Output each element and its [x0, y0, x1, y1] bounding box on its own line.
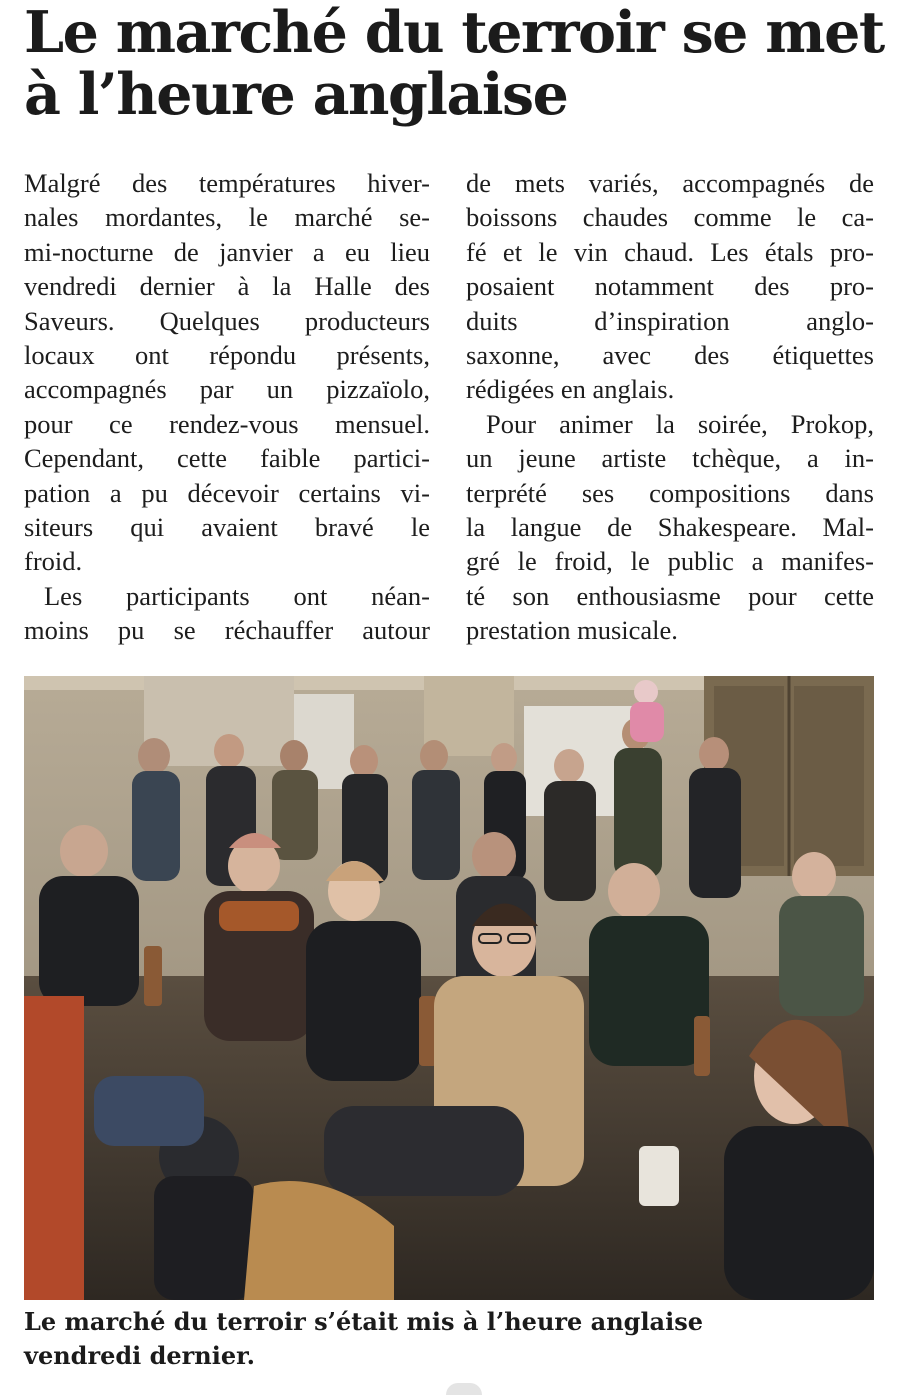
- text-line: vendredi dernier à la Halle des: [24, 271, 430, 302]
- headline-line: Le marché du terroir se met: [24, 0, 884, 66]
- text-line: saxonne, avec des étiquettes: [466, 340, 874, 371]
- text-line: locaux ont répondu présents,: [24, 340, 430, 371]
- text-line: té son enthousiasme pour cette: [466, 580, 874, 611]
- article-column-left: [24, 166, 430, 648]
- text-line: moins pu se réchauffer autour: [24, 615, 430, 646]
- headline: [24, 2, 904, 126]
- text-line: de mets variés, accompagnés de: [466, 168, 874, 198]
- crowd-photo-illustration: [24, 676, 874, 1300]
- text-line: accompagnés par un pizzaïolo,: [24, 374, 430, 405]
- text-line: siteurs qui avaient bravé le: [24, 512, 430, 543]
- caption-line: vendredi dernier.: [24, 1341, 255, 1370]
- text-line: la langue de Shakespeare. Mal-: [466, 512, 874, 543]
- scroll-handle[interactable]: [446, 1383, 482, 1395]
- text-line: prestation musicale.: [466, 615, 678, 646]
- text-line: pour ce rendez-vous mensuel.: [24, 408, 430, 439]
- text-line: Malgré des températures hiver-: [24, 168, 430, 198]
- text-line: un jeune artiste tchèque, a in-: [466, 443, 874, 474]
- text-line: duits d’inspiration anglo-: [466, 305, 874, 336]
- headline-line: à l’heure anglaise: [24, 61, 568, 128]
- text-line: froid.: [24, 546, 83, 577]
- text-line: terprété ses compositions dans: [466, 477, 874, 508]
- text-line: Pour animer la soirée, Prokop,: [486, 408, 874, 439]
- text-line: boissons chaudes comme le ca-: [466, 202, 874, 233]
- text-line: Les participants ont néan-: [44, 580, 430, 611]
- text-line: Cependant, cette faible partici-: [24, 443, 430, 474]
- text-line: pation a pu décevoir certains vi-: [24, 477, 430, 508]
- text-line: posaient notamment des pro-: [466, 271, 874, 302]
- text-line: nales mordantes, le marché se-: [24, 202, 430, 233]
- text-line: rédigées en anglais.: [466, 374, 675, 405]
- text-line: fé et le vin chaud. Les étals pro-: [466, 236, 874, 267]
- article-column-right: [466, 166, 874, 648]
- text-line: gré le froid, le public a manifes-: [466, 546, 874, 577]
- text-line: Saveurs. Quelques producteurs: [24, 305, 430, 336]
- text-line: mi-nocturne de janvier a eu lieu: [24, 236, 430, 267]
- article-photo: [24, 676, 874, 1300]
- caption-line: Le marché du terroir s’était mis à l’heure anglaise: [24, 1307, 704, 1336]
- photo-caption: [24, 1305, 894, 1373]
